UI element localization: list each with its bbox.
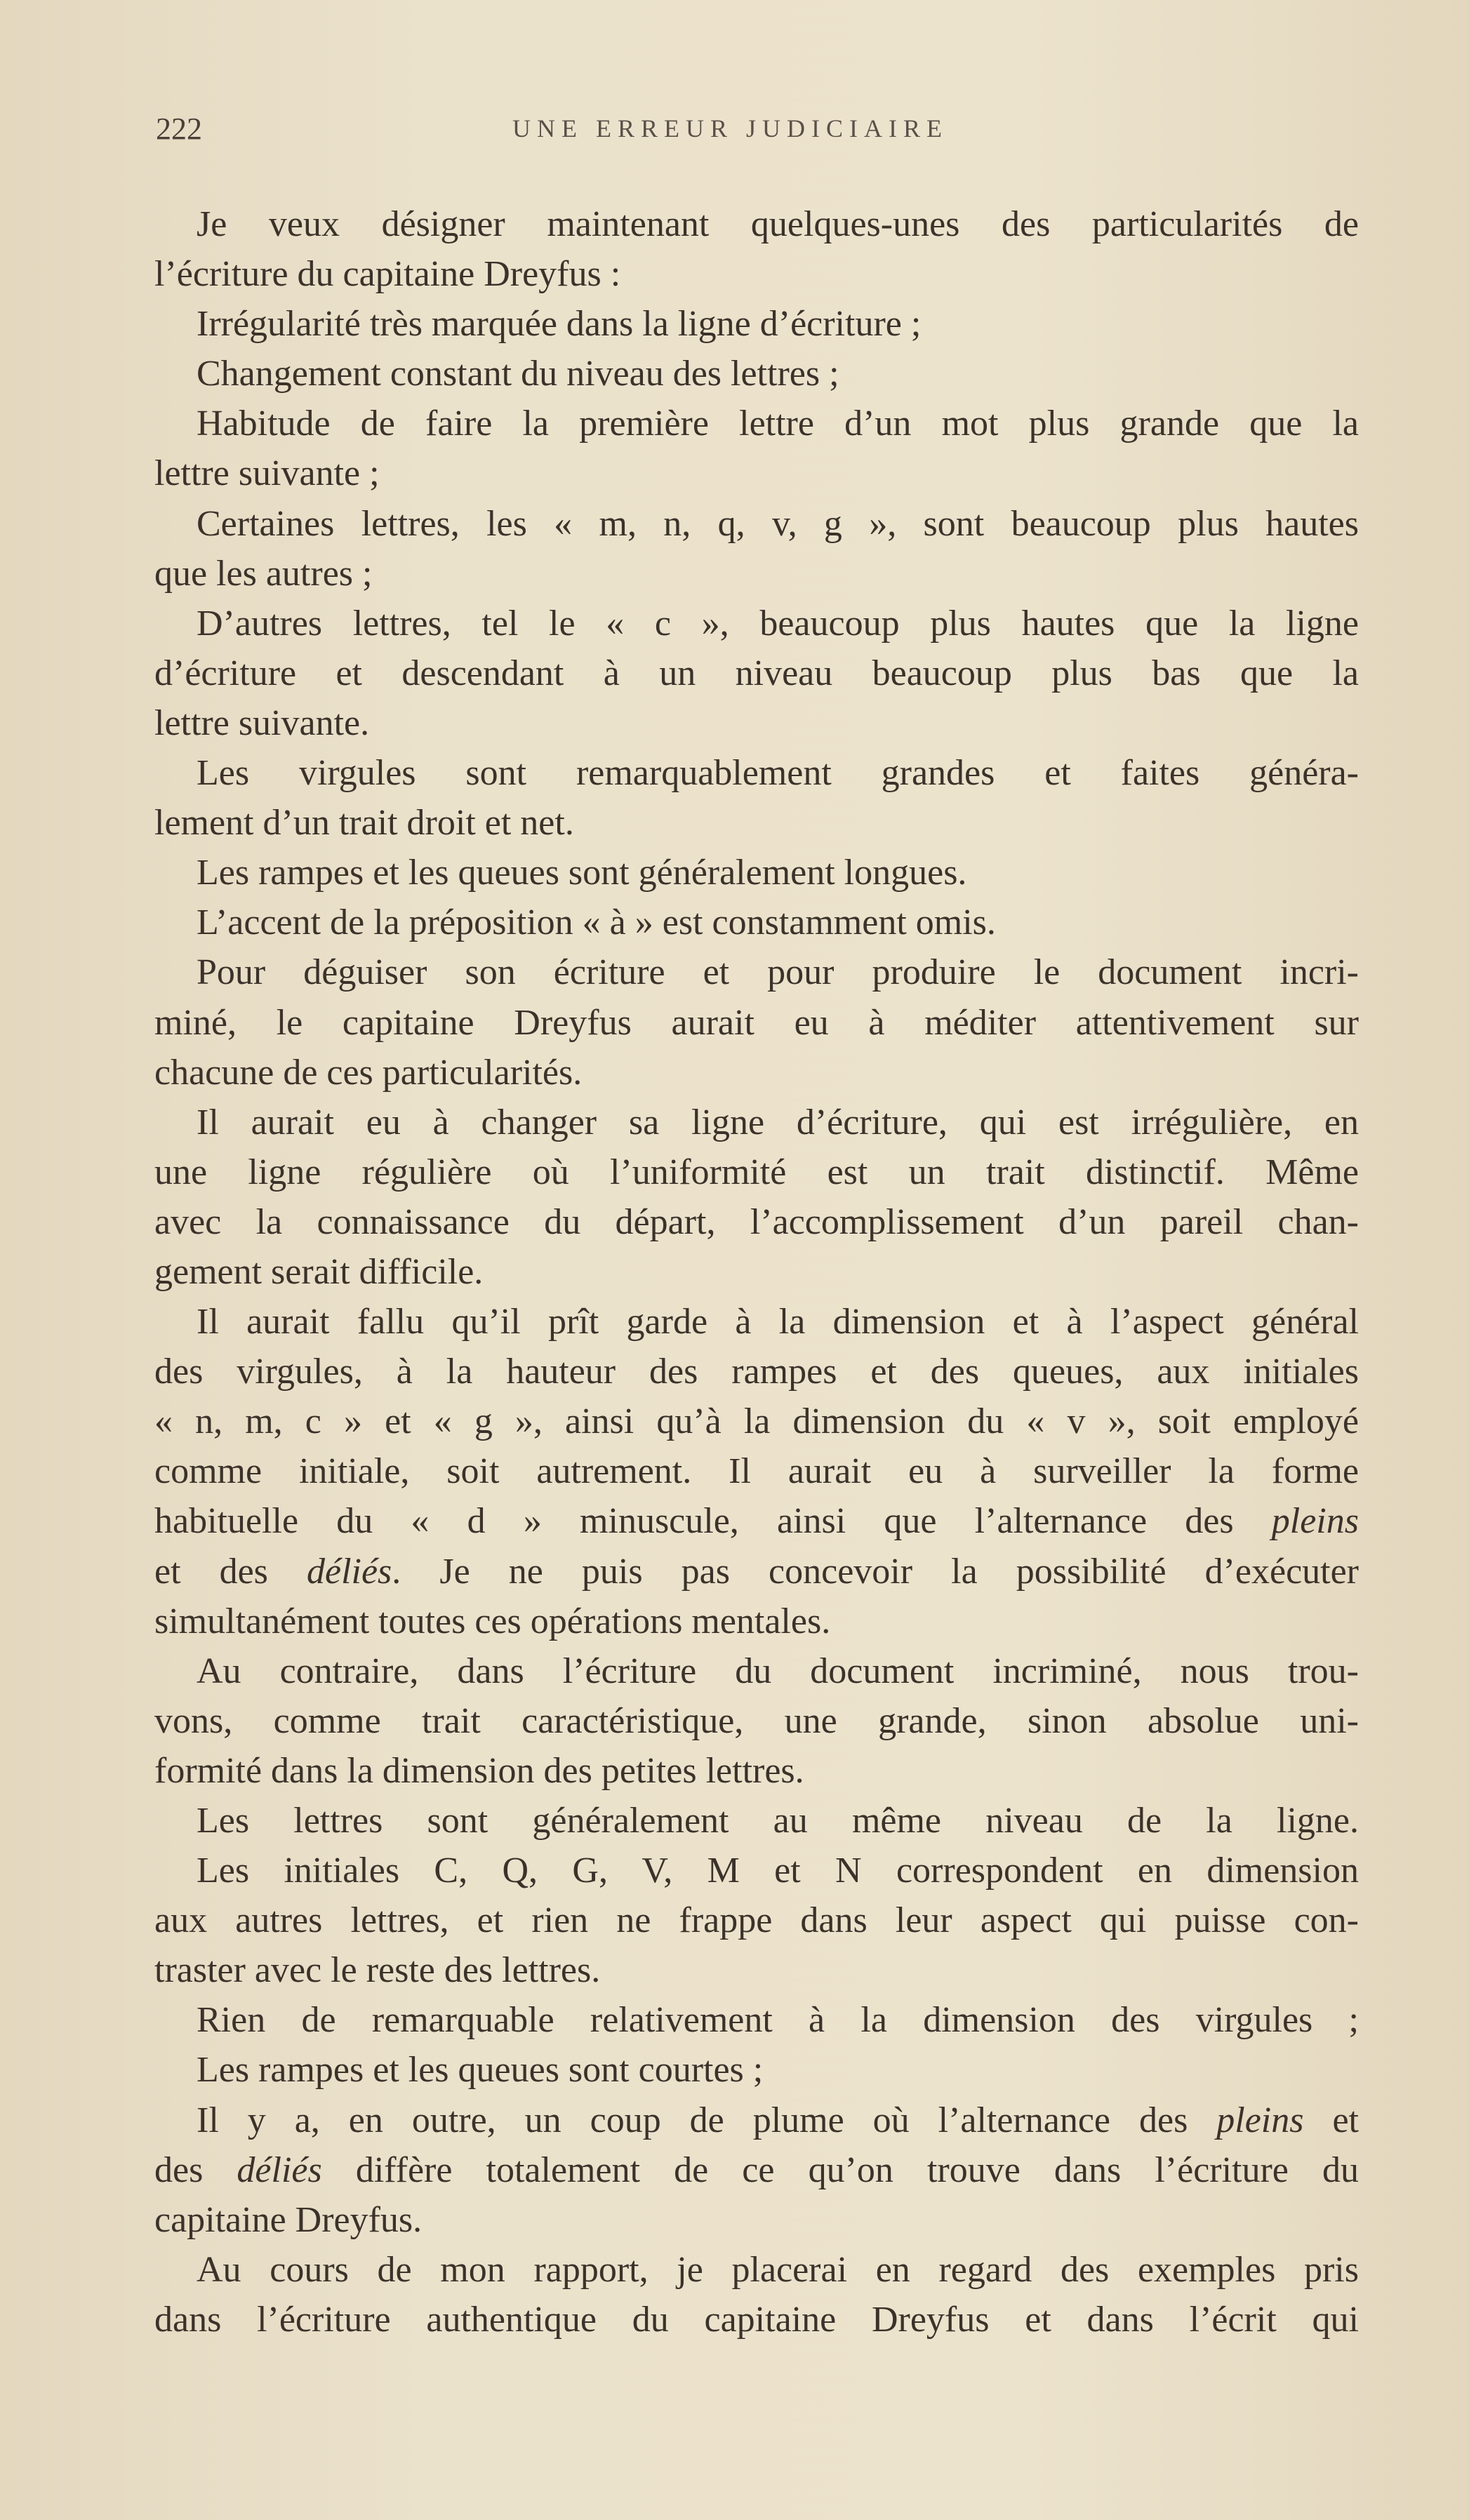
italic-term: pleins [1271,1501,1359,1542]
text-line: avec la connaissance du départ, l’accomplissement d’un pareil chan- [154,1201,1359,1242]
text-line: dans l’écriture authentique du capitaine Dreyfus et dans l’écrit qui [154,2299,1359,2340]
text-line: Les rampes et les queues sont courtes ; [197,2050,764,2091]
text-segment: habituelle du « d » minuscule, ainsi que l’alternance des [154,1501,1272,1542]
text-line: simultanément toutes ces opérations mentales. [154,1601,831,1641]
text-line: Au contraire, dans l’écriture du document incriminé, nous trou- [197,1651,1359,1691]
text-line: D’autres lettres, tel le « c », beaucoup plus hautes que la ligne [197,603,1359,644]
text-line: formité dans la dimension des petites lettres. [154,1750,804,1791]
text-line: d’écriture et descendant à un niveau beaucoup plus bas que la [154,653,1359,693]
text-line: Les initiales C, Q, G, V, M et N correspondent en dimension [197,1851,1359,1891]
text-line: Changement constant du niveau des lettres ; [197,354,839,394]
italic-term: déliés [307,1551,392,1592]
text-line: L’accent de la préposition « à » est constamment omis. [197,902,996,943]
text-line: lettre suivante ; [154,453,380,494]
text-line: « n, m, c » et « g », ainsi qu’à la dimension du « v », soit employé [154,1401,1359,1442]
text-segment: diffère totalement de ce qu’on trouve dans l’écriture du [321,2149,1359,2190]
text-line: Habitude de faire la première lettre d’un mot plus grande que la [197,404,1359,444]
text-line: Certaines lettres, les « m, n, q, v, g », sont beaucoup plus hautes [197,503,1359,544]
running-title: UNE ERREUR JUDICIAIRE [512,114,948,142]
text-line: chacune de ces particularités. [154,1052,583,1093]
text-line [154,1547,1359,1596]
text-line: capitaine Dreyfus. [154,2199,423,2240]
text-line: gement serait difficile. [154,1251,484,1292]
text-line [154,1496,1359,1546]
page-number: 222 [156,112,202,146]
text-segment: Il y a, en outre, un coup de plume où l’alternance des [197,2100,1217,2140]
italic-term: déliés [237,2149,322,2190]
text-line: Les lettres sont généralement au même niveau de la ligne. [197,1801,1359,1841]
text-line: vons, comme trait caractéristique, une grande, sinon absolue uni- [154,1700,1359,1741]
text-line: Pour déguiser son écriture et pour produire le document incri- [197,952,1359,993]
text-line: comme initiale, soit autrement. Il aurait eu à surveiller la forme [154,1451,1359,1492]
text-segment: et [1303,2100,1360,2140]
text-line: Les rampes et les queues sont généralement longues. [197,853,967,893]
text-line: miné, le capitaine Dreyfus aurait eu à méditer attentivement sur [154,1002,1359,1043]
text-line: Les virgules sont remarquablement grandes et faites généra- [197,753,1359,794]
text-line: Il aurait fallu qu’il prît garde à la dimension et à l’aspect général [197,1302,1359,1342]
text-line: Au cours de mon rapport, je placerai en regard des exemples pris [197,2249,1359,2290]
text-line: Rien de remarquable relativement à la dimension des virgules ; [197,2000,1359,2041]
text-line: aux autres lettres, et rien ne frappe dans leur aspect qui puisse con- [154,1900,1359,1941]
italic-term: pleins [1216,2100,1304,2140]
text-line: Je veux désigner maintenant quelques-unes des particularités de [197,204,1359,244]
text-segment: . Je ne puis pas concevoir la possibilité d’exécuter [392,1551,1360,1592]
text-line [154,2145,1359,2195]
text-line: lettre suivante. [154,702,370,743]
text-line: des virgules, à la hauteur des rampes et des queues, aux initiales [154,1352,1359,1392]
body-text [154,199,1359,2345]
text-line: l’écriture du capitaine Dreyfus : [154,254,621,295]
text-line: que les autres ; [154,553,373,594]
text-line [154,2095,1359,2145]
text-segment: des [154,2149,237,2190]
text-line: lement d’un trait droit et net. [154,803,574,844]
text-segment: et des [154,1551,307,1592]
text-line: Il aurait eu à changer sa ligne d’écriture, qui est irrégulière, en [197,1102,1359,1142]
text-line: une ligne régulière où l’uniformité est un trait distinctif. Même [154,1152,1359,1192]
text-line: Irrégularité très marquée dans la ligne d’écriture ; [197,304,922,345]
text-line: traster avec le reste des lettres. [154,1950,601,1991]
